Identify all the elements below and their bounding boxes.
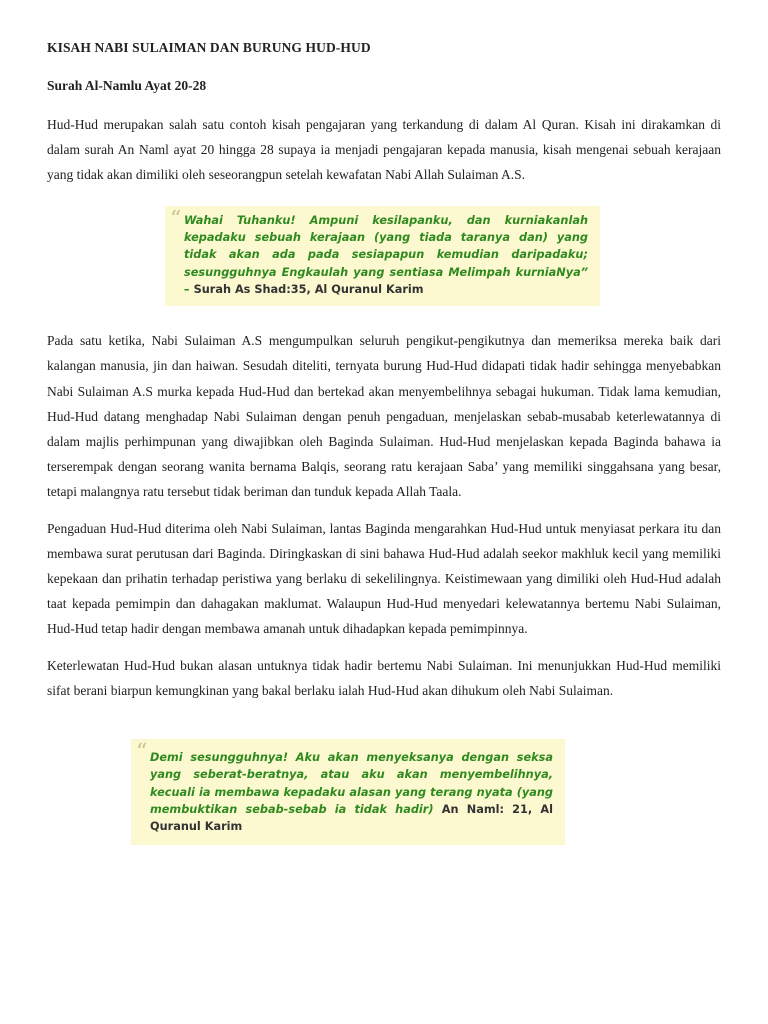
quote-box-1 — [165, 206, 600, 306]
quote-1-text: Wahai Tuhanku! Ampuni kesilapanku, dan kurniakanlah kepadaku sebuah kerajaan (yang tiada taranya dan) yang tidak akan ada pada sesiapapun kemudian daripadaku; sesungguhnya Engkaulah yang sentiasa Melimpah kurniaNya” – — [184, 213, 588, 296]
quote-2-text: Demi sesungguhnya! Aku akan menyeksanya dengan seksa yang seberat-beratnya, atau aku akan menyembelihnya, kecuali ia membawa kepadaku alasan yang terang nyata (yang membuktikan sebab-sebab ia tidak hadir) — [150, 751, 553, 816]
document-subtitle: Surah Al-Namlu Ayat 20-28 — [47, 78, 207, 93]
quote-mark-icon: “ — [170, 206, 182, 232]
quote-mark-icon: “ — [136, 740, 148, 765]
quote-1-source: Surah As Shad:35, Al Quranul Karim — [193, 282, 424, 296]
quote-box-2 — [131, 739, 565, 845]
document-title: KISAH NABI SULAIMAN DAN BURUNG HUD-HUD — [47, 40, 371, 55]
document-page — [47, 40, 721, 714]
paragraph-4: Keterlewatan Hud-Hud bukan alasan untuknya tidak hadir bertemu Nabi Sulaiman. Ini menunjukkan Hud-Hud memiliki sifat berani biarpun kemungkinan yang bakal berlaku ialah Hud-Hud akan dihukum oleh Nabi Sulaiman. — [47, 657, 721, 698]
paragraph-2: Pada satu ketika, Nabi Sulaiman A.S mengumpulkan seluruh pengikut-pengikutnya dan memeriksa mereka baik dari kalangan manusia, jin dan haiwan. Sesudah diteliti, ternyata burung Hud-Hud didapati tidak hadir sehingga menyebabkan Nabi Sulaiman A.S murka kepada Hud-Hud dan bertekad akan menyembelihnya sebagai hukuman. Tidak lama kemudian, Hud-Hud datang menghadap Nabi Sulaiman dengan penuh pengaduan, menjelaskan sebab-musabab keterlewatannya di dalam majlis perhimpunan yang diwajibkan oleh Baginda Sulaiman. Hud-Hud menjelaskan kepada Baginda bahawa ia terserempak dengan seorang wanita bernama Balqis, seorang ratu kerajaan Saba’ yang memiliki singgahsana yang besar, tetapi malangnya ratu tersebut tidak beriman dan tunduk kepada Allah Taala. — [47, 333, 721, 500]
paragraph-3: Pengaduan Hud-Hud diterima oleh Nabi Sulaiman, lantas Baginda mengarahkan Hud-Hud untuk menyiasat perkara itu dan membawa surat perutusan dari Baginda. Diringkaskan di sini bahawa Hud-Hud adalah seekor makhluk kecil yang memiliki kepekaan dan prihatin terhadap peristiwa yang berlaku di sekelilingnya. Keistimewaan yang dimiliki oleh Hud-Hud adalah taat kepada pemimpin dan dahagakan maklumat. Walaupun Hud-Hud menyedari kelewatannya bertemu Nabi Sulaiman, Hud-Hud tetap hadir dengan membawa amanah untuk dihadapkan kepada pemimpinnya. — [47, 520, 721, 637]
paragraph-1: Hud-Hud merupakan salah satu contoh kisah pengajaran yang terkandung di dalam Al Quran. Kisah ini dirakamkan di dalam surah An Naml ayat 20 hingga 28 supaya ia menjadi pengajaran kepada manusia, kisah mengenai sebuah kerajaan yang tidak akan dimiliki oleh seseorangpun setelah kewafatan Nabi Allah Sulaiman A.S. — [47, 117, 721, 183]
quote-2-source: An Naml: 21, Al Quranul Karim — [150, 802, 554, 834]
